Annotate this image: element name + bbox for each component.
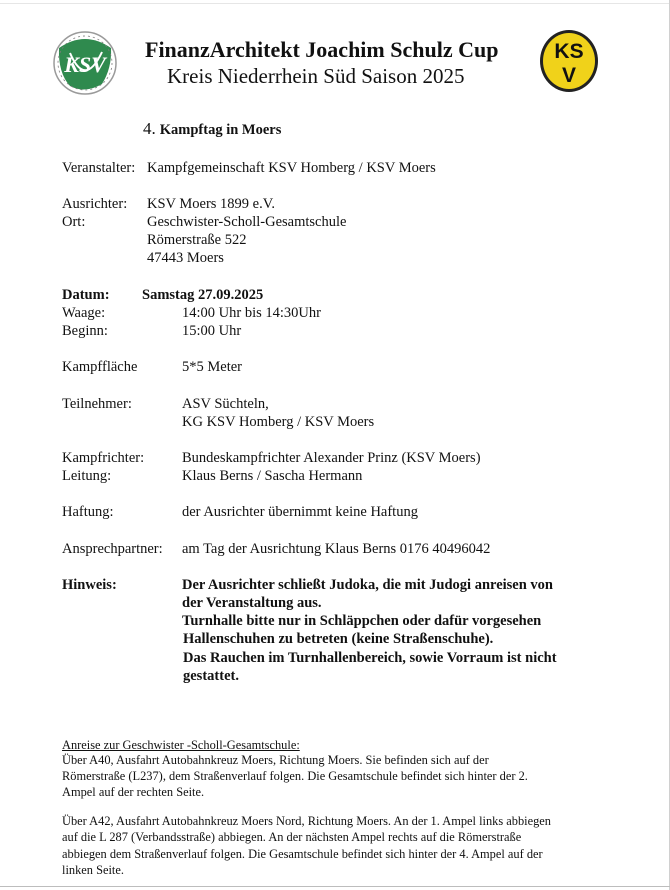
anreise-para1-line: Römerstraße (L237), dem Straßenverlauf folgen. Die Gesamtschule befindet sich hinter der 2.: [62, 769, 528, 783]
anreise-para2-line: abbiegen dem Straßenverlauf folgen. Die Gesamtschule befindet sich hinter der 4. Ampel auf der: [62, 847, 543, 861]
anreise-para1-line: Ampel auf der rechten Seite.: [62, 785, 205, 799]
anreise-para2-line: Über A42, Ausfahrt Autobahnkreuz Moers Nord, Richtung Moers. An der 1. Ampel links abbiegen: [62, 814, 552, 828]
page-title: FinanzArchitekt Joachim Schulz Cup: [145, 37, 499, 62]
kampfflaeche-label: Kampffläche: [62, 359, 138, 375]
ort-line: Römerstraße 522: [147, 232, 247, 248]
svg-text:KSV: KSV: [64, 52, 106, 77]
ansprechpartner-label: Ansprechpartner:: [62, 541, 163, 557]
ort-line: 47443 Moers: [147, 250, 224, 266]
kampfrichter-value: Bundeskampfrichter Alexander Prinz (KSV Moers): [182, 450, 481, 466]
page-top-edge: [0, 3, 670, 4]
anreise-heading: Anreise zur Geschwister -Scholl-Gesamtschule:: [62, 738, 300, 752]
hinweis-line: Turnhalle bitte nur in Schläppchen oder dafür vorgesehen: [182, 613, 542, 629]
ort-label: Ort:: [62, 214, 86, 230]
event-heading: [143, 119, 281, 139]
anreise-para2-line: linken Seite.: [62, 863, 124, 877]
page-bottom-edge: [0, 886, 670, 887]
waage-value: 14:00 Uhr bis 14:30Uhr: [182, 305, 321, 321]
teilnehmer-line: KG KSV Homberg / KSV Moers: [182, 414, 375, 430]
datum-value: Samstag 27.09.2025: [142, 287, 264, 303]
datum-label: Datum:: [62, 287, 110, 303]
kampfflaeche-value: 5*5 Meter: [182, 359, 242, 375]
kampfrichter-label: Kampfrichter:: [62, 450, 145, 466]
beginn-value: 15:00 Uhr: [182, 323, 242, 339]
haftung-label: Haftung:: [62, 504, 114, 520]
veranstalter-label: Veranstalter:: [62, 160, 136, 176]
ausrichter-value: KSV Moers 1899 e.V.: [147, 196, 275, 212]
svg-text:KS: KS: [554, 40, 584, 63]
teilnehmer-line: ASV Süchteln,: [182, 396, 269, 412]
event-number: 4.: [143, 119, 156, 138]
logo-ksv-moers: [538, 28, 600, 94]
anreise-para2-line: auf die L 287 (Verbandsstraße) abbiegen. An der nächsten Ampel rechts auf die Römerstraße: [62, 830, 522, 844]
hinweis-line: Hallenschuhen zu betreten (keine Straßenschuhe).: [183, 631, 494, 647]
hinweis-line: der Veranstaltung aus.: [182, 595, 322, 611]
veranstalter-value: Kampfgemeinschaft KSV Homberg / KSV Moers: [147, 160, 436, 176]
page-subtitle: Kreis Niederrhein Süd Saison 2025: [167, 64, 465, 88]
hinweis-line: gestattet.: [183, 668, 239, 684]
event-title: Kampftag in Moers: [159, 122, 282, 138]
waage-label: Waage:: [62, 305, 106, 321]
hinweis-line: Der Ausrichter schließt Judoka, die mit Judogi anreisen von: [182, 577, 553, 593]
hinweis-label: Hinweis:: [62, 577, 117, 593]
beginn-label: Beginn:: [62, 323, 108, 339]
logo-ksv-homberg: [52, 28, 118, 98]
haftung-value: der Ausrichter übernimmt keine Haftung: [182, 504, 418, 520]
ort-line: Geschwister-Scholl-Gesamtschule: [147, 214, 347, 230]
teilnehmer-label: Teilnehmer:: [62, 396, 132, 412]
leitung-value: Klaus Berns / Sascha Hermann: [182, 468, 363, 484]
ansprechpartner-value: am Tag der Ausrichtung Klaus Berns 0176 40496042: [182, 541, 491, 557]
svg-text:V: V: [561, 64, 577, 87]
leitung-label: Leitung:: [62, 468, 112, 484]
hinweis-line: Das Rauchen im Turnhallenbereich, sowie Vorraum ist nicht: [183, 650, 557, 666]
anreise-para1-line: Über A40, Ausfahrt Autobahnkreuz Moers, Richtung Moers. Sie befinden sich auf der: [62, 753, 489, 767]
ausrichter-label: Ausrichter:: [62, 196, 128, 212]
